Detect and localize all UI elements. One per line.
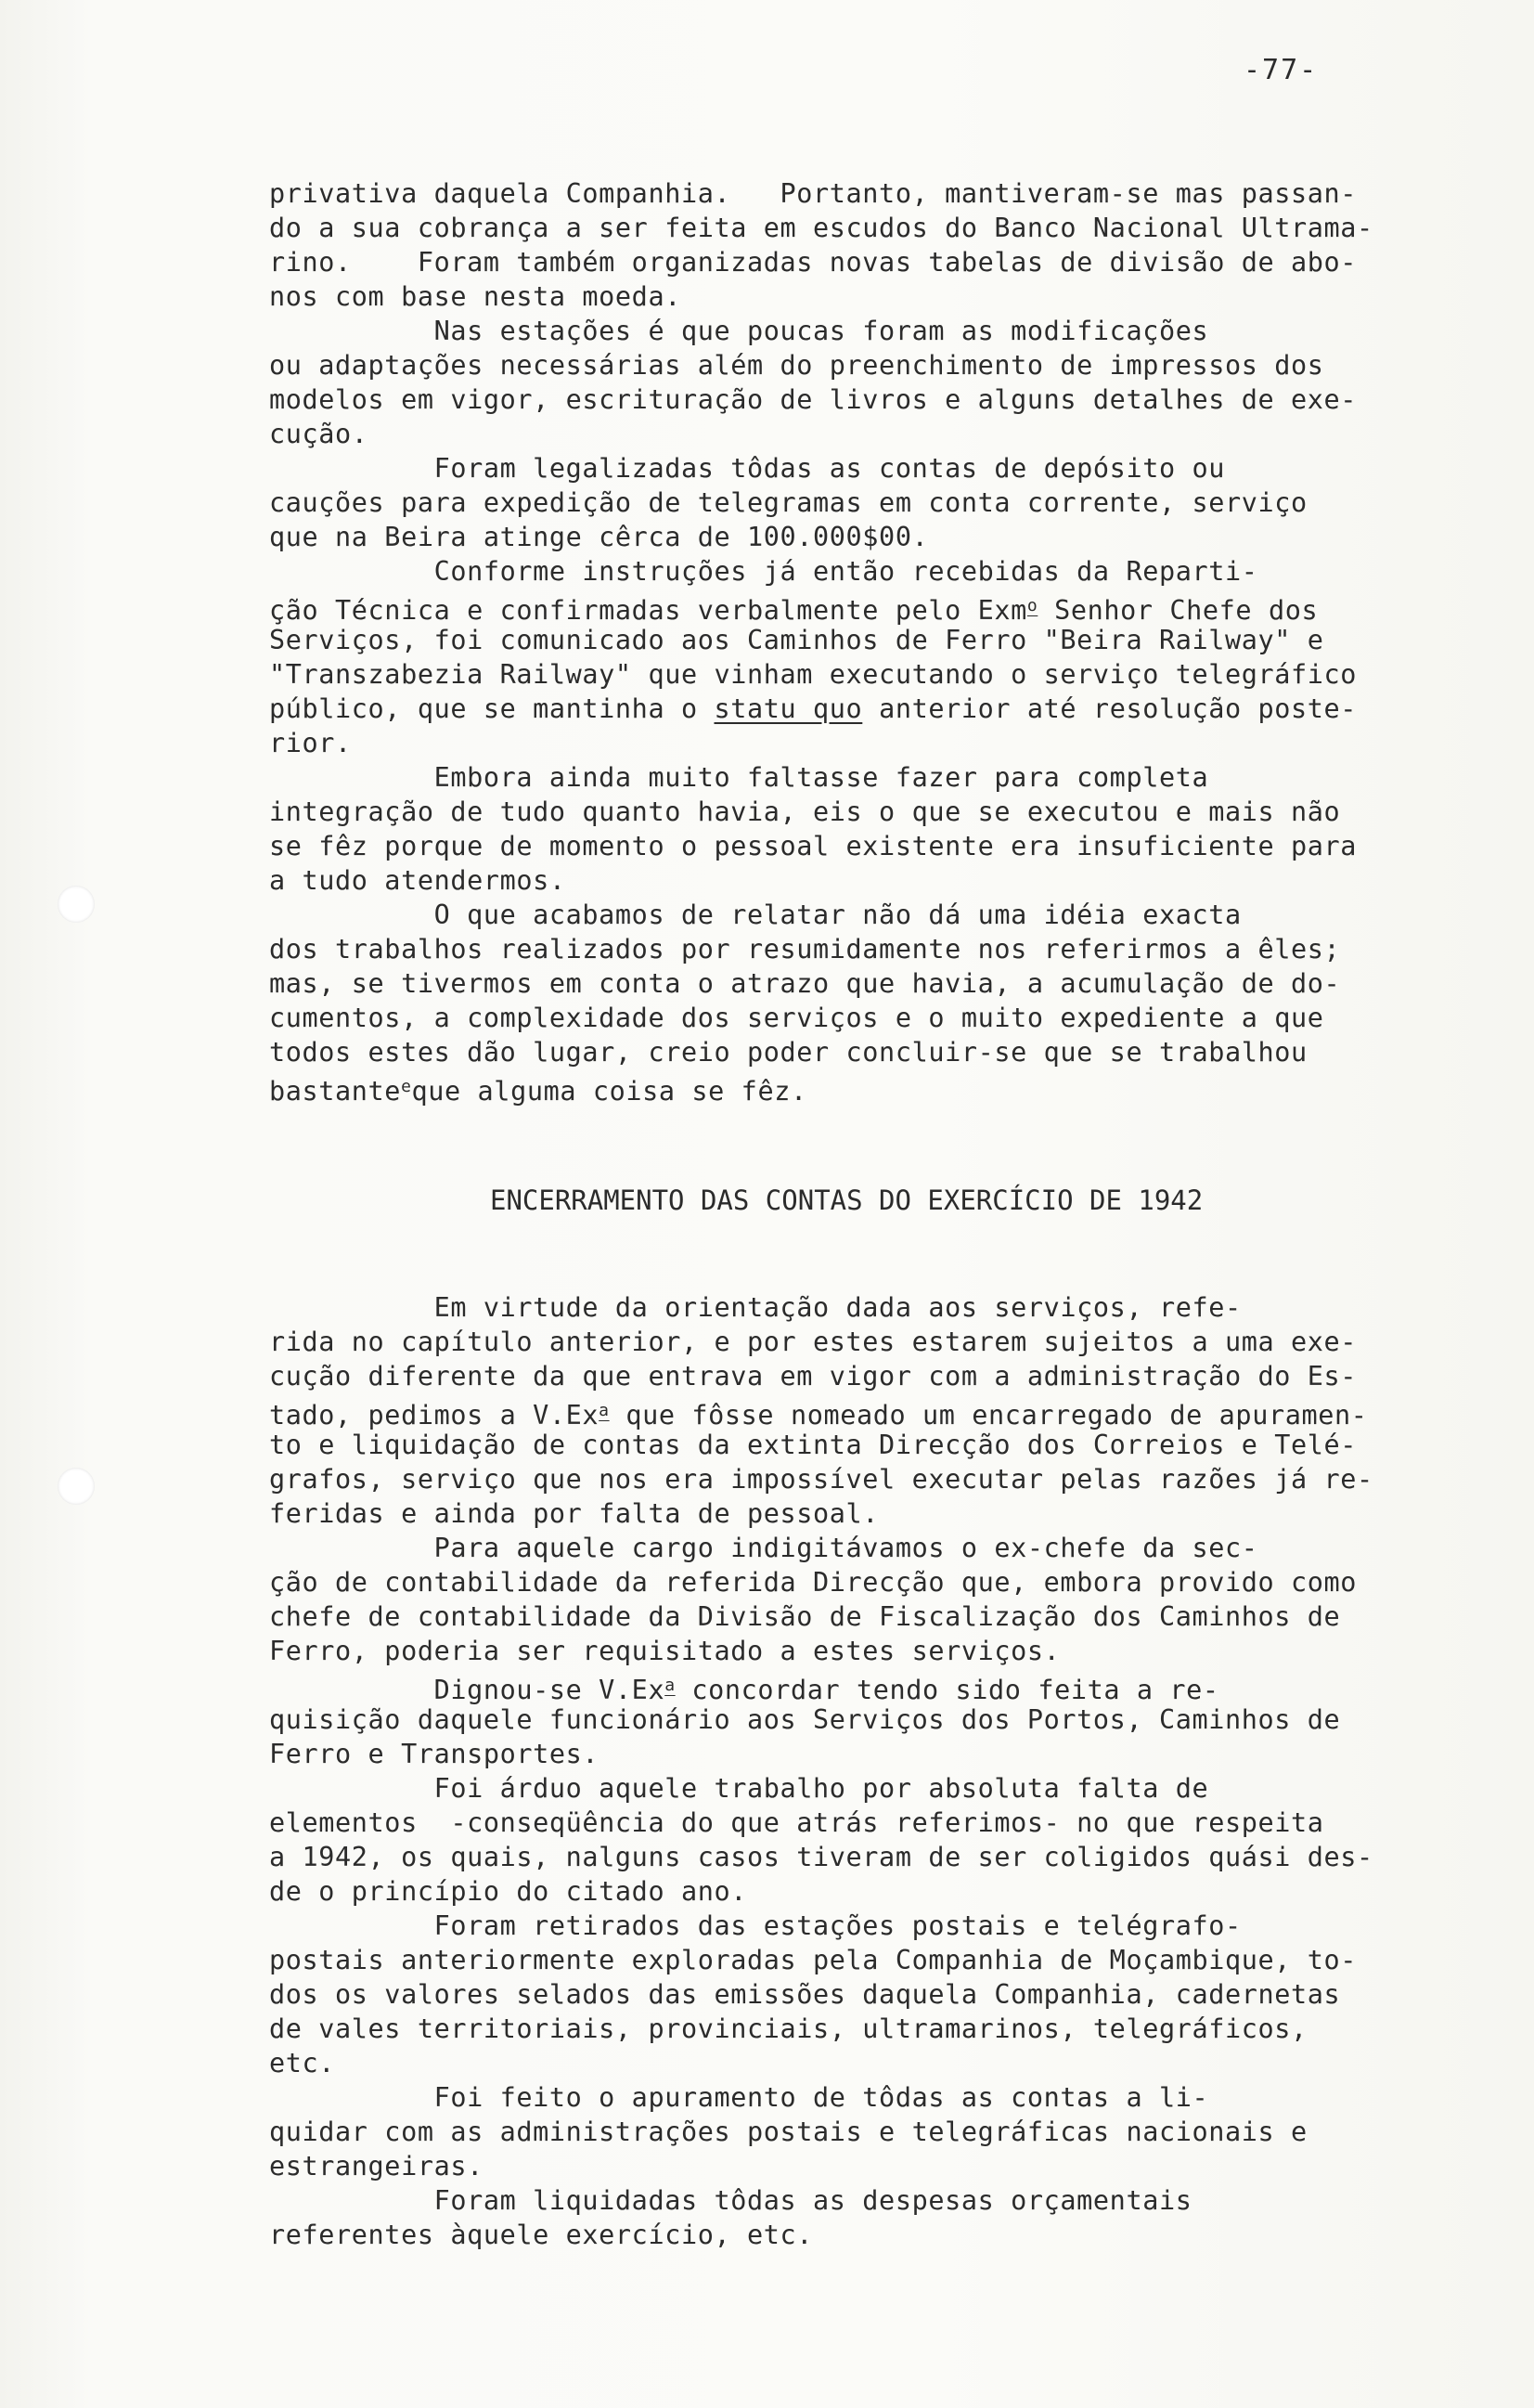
text-line: to e liquidação de contas da extinta Direcção dos Correios e Telé- — [269, 1430, 1358, 1460]
text-line: Foram liquidadas tôdas as despesas orçamentais — [269, 2185, 1192, 2216]
text-line: grafos, serviço que nos era impossível executar pelas razões já re- — [269, 1464, 1373, 1495]
text-line: referentes àquele exercício, etc. — [269, 2220, 814, 2250]
text-line: todos estes dão lugar, creio poder concluir-se que se trabalhou — [269, 1037, 1308, 1068]
text-line: Ferro, poderia ser requisitado a estes serviços. — [269, 1636, 1061, 1666]
text-line: Conforme instruções já então recebidas da Reparti- — [269, 556, 1258, 587]
text-line: chefe de contabilidade da Divisão de Fiscalização dos Caminhos de — [269, 1601, 1341, 1632]
text-line: modelos em vigor, escrituração de livros e alguns detalhes de exe- — [269, 384, 1358, 415]
text-segment: que alguma coisa se fêz. — [411, 1076, 807, 1107]
text-line: Em virtude da orientação dada aos serviços, refe- — [269, 1292, 1242, 1323]
text-line: Embora ainda muito faltasse fazer para completa — [269, 762, 1209, 793]
text-line: O que acabamos de relatar não dá uma idéia exacta — [269, 900, 1242, 930]
text-line: do a sua cobrança a ser feita em escudos do Banco Nacional Ultrama- — [269, 213, 1373, 243]
text-segment: ção Técnica e confirmadas verbalmente pelo Exm — [269, 595, 1027, 626]
text-line: Foram legalizadas tôdas as contas de depósito ou — [269, 453, 1225, 484]
superscript: e — [401, 1077, 412, 1096]
punch-hole — [58, 1468, 95, 1505]
text-line: rida no capítulo anterior, e por estes estarem sujeitos a uma exe- — [269, 1327, 1358, 1357]
text-line — [269, 589, 1318, 628]
text-line: "Transzabezia Railway" que vinham executando o serviço telegráfico — [269, 659, 1358, 690]
punch-hole — [58, 886, 95, 923]
text-line: cumentos, a complexidade dos serviços e o muito expediente a que — [269, 1003, 1324, 1033]
text-line: Foram retirados das estações postais e telégrafo- — [269, 1910, 1242, 1941]
text-line: Ferro e Transportes. — [269, 1739, 599, 1769]
text-line: feridas e ainda por falta de pessoal. — [269, 1498, 880, 1529]
text-segment: tado, pedimos a V.Ex — [269, 1400, 599, 1431]
text-line: de o princípio do citado ano. — [269, 1876, 747, 1907]
text-segment: Dignou-se V.Ex — [269, 1675, 665, 1705]
text-line: quidar com as administrações postais e telegráficas nacionais e — [269, 2117, 1308, 2147]
section-heading: ENCERRAMENTO DAS CONTAS DO EXERCÍCIO DE 1942 — [490, 1185, 1204, 1216]
text-line — [269, 692, 1357, 726]
text-line: elementos -conseqüência do que atrás referimos- no que respeita — [269, 1807, 1324, 1838]
superscript: a — [599, 1401, 610, 1420]
text-line: cauções para expedição de telegramas em conta corrente, serviço — [269, 487, 1308, 518]
text-line: rino. Foram também organizadas novas tabelas de divisão de abo- — [269, 247, 1358, 278]
text-line: postais anteriormente exploradas pela Companhia de Moçambique, to- — [269, 1945, 1358, 1975]
text-line: que na Beira atinge cêrca de 100.000$00. — [269, 522, 929, 552]
text-line — [269, 1668, 1219, 1707]
text-line: se fêz porque de momento o pessoal existente era insuficiente para — [269, 831, 1358, 861]
text-line: dos trabalhos realizados por resumidamente nos referirmos a êles; — [269, 934, 1341, 964]
text-segment: público, que se mantinha o — [269, 693, 715, 724]
text-line: nos com base nesta moeda. — [269, 281, 681, 312]
text-segment: bastante — [269, 1076, 402, 1107]
text-line: Para aquele cargo indigitávamos o ex-chefe da sec- — [269, 1533, 1258, 1563]
text-line: dos os valores selados das emissões daquela Companhia, cadernetas — [269, 1979, 1341, 2010]
text-line: estrangeiras. — [269, 2151, 483, 2181]
text-line: privativa daquela Companhia. Portanto, mantiveram-se mas passan- — [269, 178, 1358, 209]
text-line: mas, se tivermos em conta o atrazo que havia, a acumulação de do- — [269, 968, 1341, 999]
text-line: cução diferente da que entrava em vigor com a administração do Es- — [269, 1361, 1358, 1392]
text-line: ou adaptações necessárias além do preenchimento de impressos dos — [269, 350, 1324, 381]
text-segment: Senhor Chefe dos — [1038, 595, 1319, 626]
text-line: Foi feito o apuramento de tôdas as contas a li- — [269, 2082, 1209, 2113]
text-line: cução. — [269, 419, 368, 449]
underlined-phrase: statu quo — [714, 693, 863, 724]
text-line: integração de tudo quanto havia, eis o que se executou e mais não — [269, 796, 1341, 827]
text-line: Nas estações é que poucas foram as modificações — [269, 316, 1209, 346]
text-line: a 1942, os quais, nalguns casos tiveram de ser coligidos quási des- — [269, 1842, 1373, 1872]
text-line: ção de contabilidade da referida Direcção que, embora provido como — [269, 1567, 1358, 1598]
text-line: de vales territoriais, provinciais, ultramarinos, telegráficos, — [269, 2013, 1308, 2044]
text-line: rior. — [269, 728, 352, 758]
text-segment: anterior até resolução poste- — [862, 693, 1358, 724]
text-segment: que fôsse nomeado um encarregado de apuramen- — [609, 1400, 1368, 1431]
text-line — [269, 1069, 807, 1108]
text-line: Serviços, foi comunicado aos Caminhos de Ferro "Beira Railway" e — [269, 625, 1324, 655]
superscript: o — [1026, 596, 1038, 615]
text-line: Foi árduo aquele trabalho por absoluta falta de — [269, 1773, 1209, 1804]
superscript: a — [664, 1676, 676, 1695]
text-segment: concordar tendo sido feita a re- — [675, 1675, 1219, 1705]
text-line — [269, 1393, 1368, 1432]
text-line: etc. — [269, 2048, 336, 2078]
text-line: quisição daquele funcionário aos Serviços dos Portos, Caminhos de — [269, 1704, 1341, 1735]
text-line: a tudo atendermos. — [269, 865, 566, 896]
page-number: -77- — [1244, 54, 1319, 86]
